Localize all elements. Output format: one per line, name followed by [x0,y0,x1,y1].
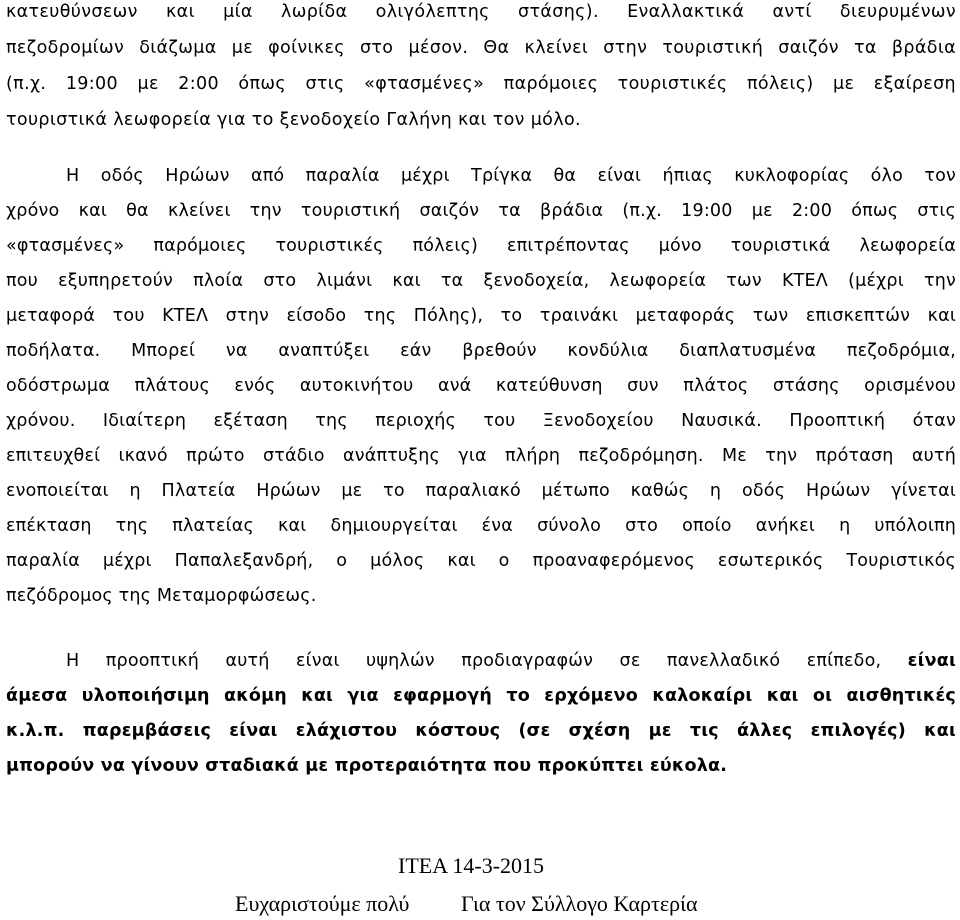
text-line: επέκταση της πλατείας και δημιουργείται ένα σύνολο στο οποίο ανήκει η υπόλοιπη [6,516,956,536]
text-line [66,651,956,671]
bold-text-line: κ.λ.π. παρεμβάσεις είναι ελάχιστου κόστους (σε σχέση με τις άλλες επιλογές) και [6,721,956,741]
text-line: κατευθύνσεων και μία λωρίδα ολιγόλεπτης στάσης). Εναλλακτικά αντί διευρυμένων [6,2,956,22]
text-line: οδόστρωμα πλάτους ενός αυτοκινήτου ανά κατεύθυνση συν πλάτος στάσης ορισμένου [6,376,956,396]
text-line: ποδήλατα. Μπορεί να αναπτύξει εάν βρεθούν κονδύλια διαπλατυσμένα πεζοδρόμια, [6,341,956,361]
text-line: παραλία μέχρι Παπαλεξανδρή, ο μόλος και ο προαναφερόμενος εσωτερικός Τουριστικός [6,551,956,571]
text-line: πεζόδρομος της Μεταμορφώσεως. [6,586,317,606]
bold-text: είναι [907,651,956,671]
text-line: πεζοδρομίων διάζωμα με φοίνικες στο μέσον. Θα κλείνει στην τουριστική σαιζόν τα βράδια [6,38,956,58]
thanks-text: Ευχαριστούμε πολύ [235,891,410,916]
bold-text-line: μπορούν να γίνουν σταδιακά με προτεραιότητα που προκύπτει εύκολα. [6,756,728,776]
place-date: ΙΤΕΑ 14-3-2015 [398,853,545,878]
text-line: «φτασμένες» παρόμοιες τουριστικές πόλεις) επιτρέποντας μόνο τουριστικά λεωφορεία [6,236,956,256]
text-line: επιτευχθεί ικανό πρώτο στάδιο ανάπτυξης για πλήρη πεζοδρόμηση. Με την πρόταση αυτή [6,446,956,466]
organization-signature: Για τον Σύλλογο Καρτερία [461,891,698,916]
text-line: χρόνου. Ιδιαίτερη εξέταση της περιοχής του Ξενοδοχείου Ναυσικά. Προοπτική όταν [6,411,956,431]
text-line: (π.χ. 19:00 με 2:00 όπως στις «φτασμένες» παρόμοιες τουριστικές πόλεις) με εξαίρεση [6,74,956,94]
text-line: Η οδός Ηρώων από παραλία μέχρι Τρίγκα θα είναι ήπιας κυκλοφορίας όλο τον [66,166,956,186]
text-line: ενοποιείται η Πλατεία Ηρώων με το παραλιακό μέτωπο καθώς η οδός Ηρώων γίνεται [6,481,956,501]
text-line: μεταφορά του ΚΤΕΛ στην είσοδο της Πόλης), το τραινάκι μεταφοράς των επισκεπτών και [6,306,956,326]
bold-text-line: άμεσα υλοποιήσιμη ακόμη και για εφαρμογή το ερχόμενο καλοκαίρι και οι αισθητικές [6,686,956,706]
text-line: τουριστικά λεωφορεία για το ξενοδοχείο Γαλήνη και τον μόλο. [6,110,581,130]
text-line: που εξυπηρετούν πλοία στο λιμάνι και τα ξενοδοχεία, λεωφορεία των ΚΤΕΛ (μέχρι την [6,271,956,291]
regular-text: Η προοπτική αυτή είναι υψηλών προδιαγραφών σε πανελλαδικό επίπεδο, [66,651,882,671]
text-line: χρόνο και θα κλείνει την τουριστική σαιζόν τα βράδια (π.χ. 19:00 με 2:00 όπως στις [6,201,956,221]
